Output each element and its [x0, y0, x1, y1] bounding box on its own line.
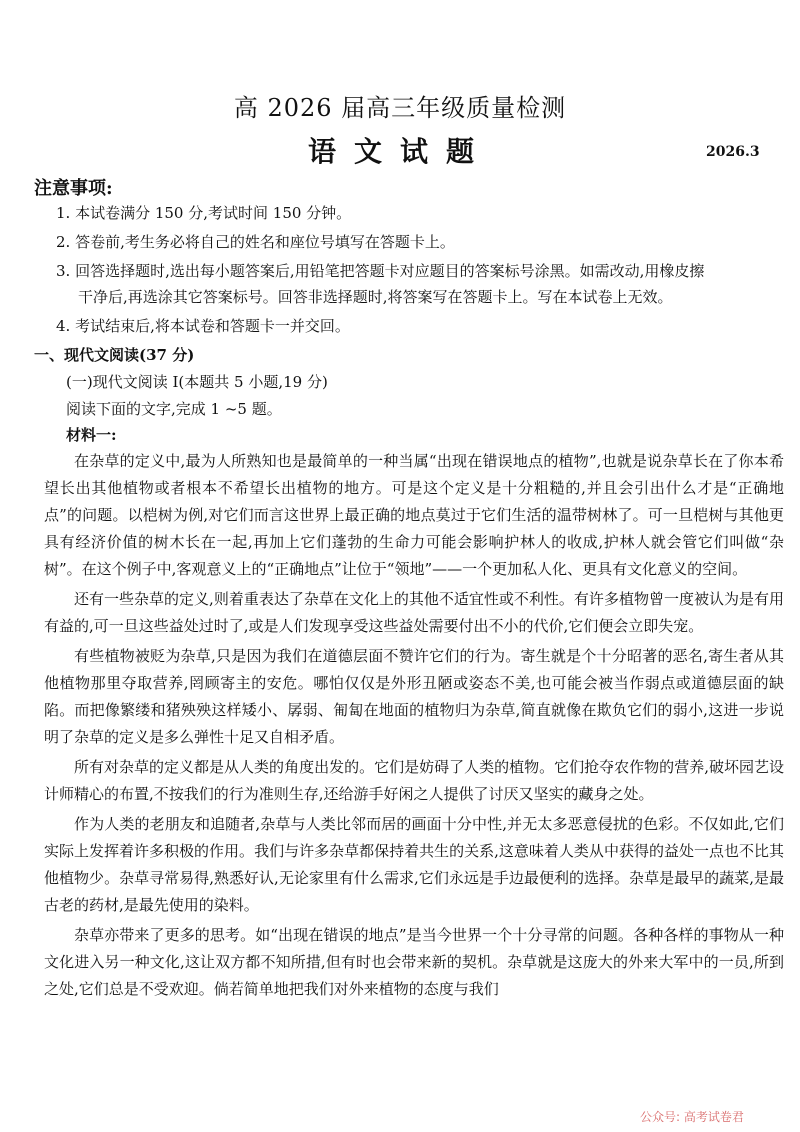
exam-title: 高 2026 届高三年级质量检测	[233, 94, 567, 122]
notice-item-3	[56, 258, 776, 310]
notice-list	[56, 200, 776, 342]
watermark: 公众号: 高考试卷君	[640, 1110, 744, 1124]
passage-paragraph-6: 杂草亦带来了更多的思考。如“出现在错误的地点”是当今世界一个十分寻常的问题。各种各样的事物从一种文化进入另一种文化,这让双方都不知所措,但有时也会带来新的契机。杂草就是这庞大的外来大军中的一员,所到之处,它们总是不受欢迎。倘若简单地把我们对外来植物的态度与我们	[44, 926, 784, 998]
notice-item-4	[56, 313, 776, 339]
notice-item-1-text: 1. 本试卷满分 150 分,考试时间 150 分钟。	[56, 204, 352, 222]
notice-item-3-continuation: 干净后,再选涂其它答案标号。回答非选择题时,将答案写在答题卡上。写在本试卷上无效。	[78, 288, 673, 306]
notice-item-3-text: 3. 回答选择题时,选出每小题答案后,用铅笔把答题卡对应题目的答案标号涂黑。如需改动,用橡皮擦	[56, 262, 705, 280]
passage-paragraph-1: 在杂草的定义中,最为人所熟知也是最简单的一种当属“出现在错误地点的植物”,也就是说杂草长在了你本希望长出其他植物或者根本不希望长出植物的地方。可是这个定义是十分粗糙的,并且会引出什么才是“正确地点”的问题。以桤树为例,对它们而言这世界上最正确的地点莫过于它们生活的温带树林了。可一旦桤树与其他更具有经济价值的树木长在一起,再加上它们蓬勃的生命力可能会影响护林人的收成,护林人就会管它们叫做“杂树”。在这个例子中,客观意义上的“正确地点”让位于“领地”——一个更加私人化、更具有文化意义的空间。	[44, 452, 784, 578]
notice-item-4-text: 4. 考试结束后,将本试卷和答题卡一并交回。	[56, 317, 350, 335]
passage-body	[44, 448, 784, 1006]
passage-paragraph-3: 有些植物被贬为杂草,只是因为我们在道德层面不赞许它们的行为。寄生就是个十分昭著的恶名,寄生者从其他植物那里夺取营养,罔顾寄主的安危。哪怕仅仅是外形丑陋或姿态不美,也可能会被当作弱点或道德层面的缺陷。而把像繁缕和猪殃殃这样矮小、孱弱、匍匐在地面的植物归为杂草,简直就像在欺负它们的弱小,这进一步说明了杂草的定义是多么弹性十足又自相矛盾。	[44, 647, 784, 746]
exam-date: 2026.3	[706, 144, 760, 160]
notice-item-2-text: 2. 答卷前,考生务必将自己的姓名和座位号填写在答题卡上。	[56, 233, 455, 251]
material-label: 材料一:	[66, 426, 117, 444]
notice-item-1	[56, 200, 776, 226]
notice-heading: 注意事项:	[34, 178, 113, 199]
passage-paragraph-2: 还有一些杂草的定义,则着重表达了杂草在文化上的其他不适宜性或不利性。有许多植物曾一度被认为是有用有益的,可一旦这些益处过时了,或是人们发现享受这些益处需要付出不小的代价,它们便会立即失宠。	[44, 590, 784, 635]
section-heading: 一、现代文阅读(37 分)	[34, 346, 195, 364]
notice-item-2	[56, 229, 776, 255]
passage-paragraph-4: 所有对杂草的定义都是从人类的角度出发的。它们是妨碍了人类的植物。它们抢夺农作物的营养,破坏园艺设计师精心的布置,不按我们的行为准则生存,还给游手好闲之人提供了讨厌又坚实的藏身之处。	[44, 758, 784, 803]
sub-section-heading: (一)现代文阅读 I(本题共 5 小题,19 分)	[66, 373, 328, 391]
passage-paragraph-5: 作为人类的老朋友和追随者,杂草与人类比邻而居的画面十分中性,并无太多恶意侵扰的色彩。不仅如此,它们实际上发挥着许多积极的作用。我们与许多杂草都保持着共生的关系,这意味着人类从中获得的益处一点也不比其他植物少。杂草寻常易得,熟悉好认,无论家里有什么需求,它们永远是手边最便利的选择。杂草是最早的蔬菜,是最古老的药材,是最先使用的染料。	[44, 815, 784, 914]
subject-title: 语文试题	[307, 135, 492, 168]
reading-instruction: 阅读下面的文字,完成 1 ~5 题。	[66, 400, 282, 418]
